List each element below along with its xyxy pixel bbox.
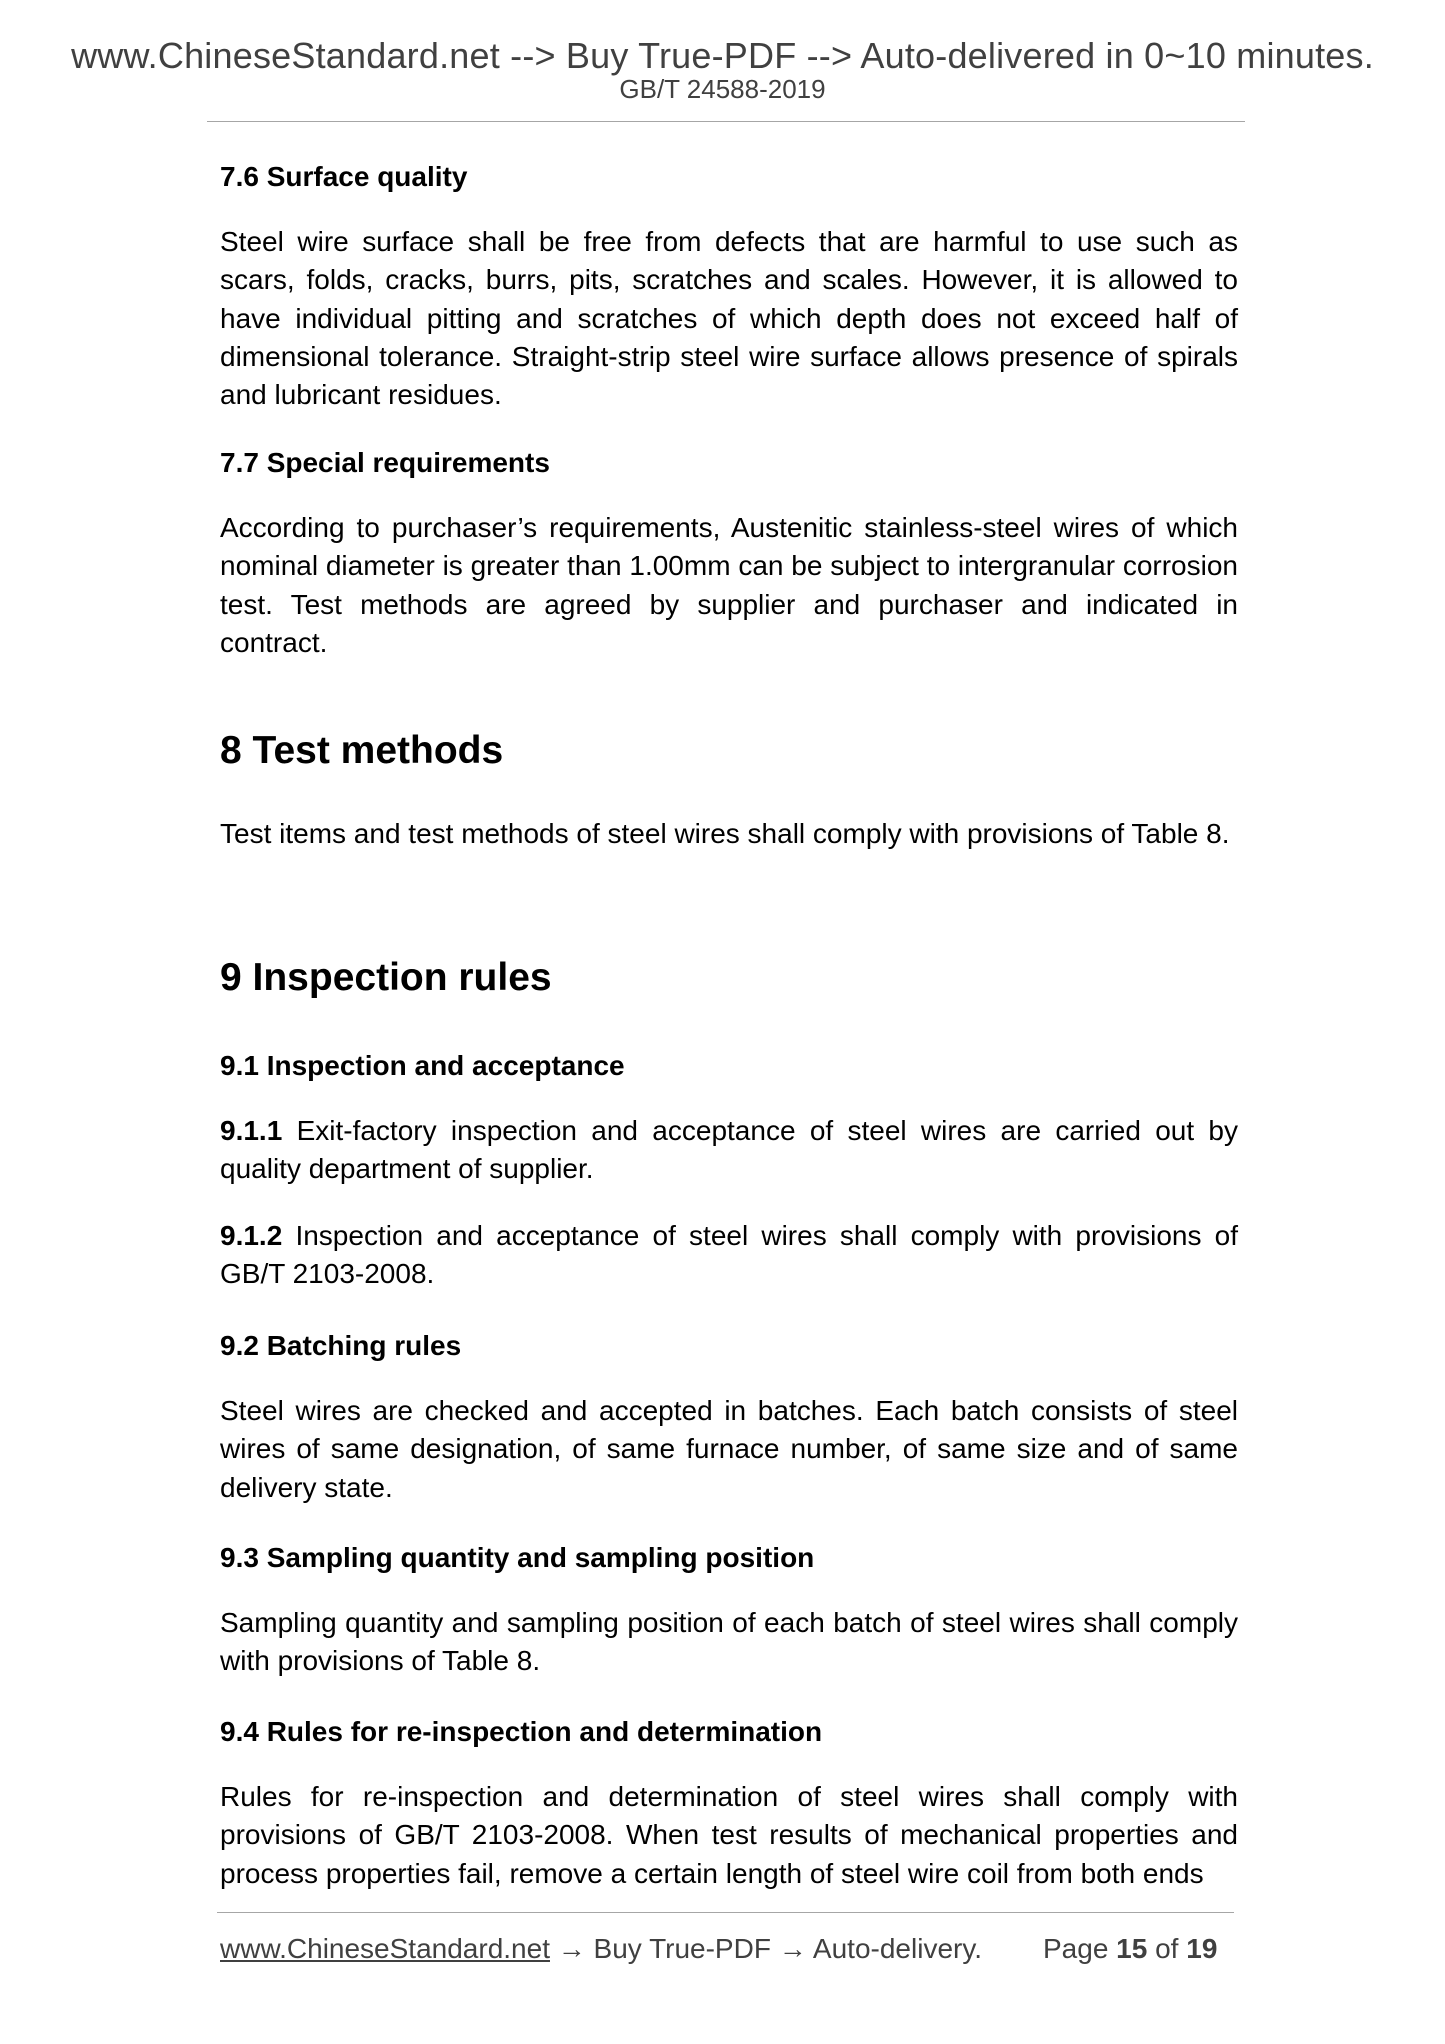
clause-number-9-1-1: 9.1.1 <box>220 1115 283 1146</box>
heading-7-6: 7.6 Surface quality <box>220 161 468 192</box>
header-banner: www.ChineseStandard.net --> Buy True-PDF --> Auto-delivered in 0~10 minutes. <box>71 35 1374 76</box>
header-divider <box>207 121 1245 122</box>
paragraph-7-7: According to purchaser’s requirements, Austenitic stainless-steel wires of which nominal diameter is greater than 1.00mm can be subject to intergranular corrosion test. Test methods are agreed by supplier and purchaser and indicated in contract. <box>220 512 1238 658</box>
page-indicator <box>1043 1935 1217 1963</box>
paragraph-9-4: Rules for re-inspection and determination of steel wires shall comply with provisions of GB/T 2103-2008. When test results of mechanical properties and process properties fail, remove a certain length of steel wire coil from both ends <box>220 1781 1238 1889</box>
page-total: 19 <box>1186 1933 1218 1964</box>
clause-text-9-1-2: Inspection and acceptance of steel wires shall comply with provisions of GB/T 2103-2008. <box>220 1220 1238 1290</box>
footer-site-link[interactable]: www.ChineseStandard.net <box>220 1933 550 1964</box>
paragraph-9-2: Steel wires are checked and accepted in batches. Each batch consists of steel wires of same designation, of same furnace number, of same size and of same delivery state. <box>220 1395 1238 1503</box>
heading-7-7: 7.7 Special requirements <box>220 447 550 478</box>
clause-number-9-1-2: 9.1.2 <box>220 1220 283 1251</box>
page-label: Page <box>1043 1933 1117 1964</box>
page-of-label: of <box>1147 1933 1187 1964</box>
paragraph-9-1-2 <box>220 1217 1238 1294</box>
paragraph-9-3: Sampling quantity and sampling position of each batch of steel wires shall comply with provisions of Table 8. <box>220 1607 1238 1677</box>
heading-9-3: 9.3 Sampling quantity and sampling position <box>220 1542 815 1573</box>
paragraph-7-6: Steel wire surface shall be free from defects that are harmful to use such as scars, folds, cracks, burrs, pits, scratches and scales. However, it is allowed to have individual pitting and scratches of which depth does not exceed half of dimensional tolerance. Straight-strip steel wire surface allows presence of spirals and lubricant residues. <box>220 226 1238 411</box>
footer-divider <box>217 1912 1234 1913</box>
heading-9-2: 9.2 Batching rules <box>220 1330 462 1361</box>
footer-promo <box>220 1935 982 1963</box>
heading-9: 9 Inspection rules <box>220 956 552 999</box>
page-number: 15 <box>1116 1933 1148 1964</box>
document-code: GB/T 24588-2019 <box>619 74 826 104</box>
paragraph-8: Test items and test methods of steel wires shall comply with provisions of Table 8. <box>220 818 1230 849</box>
clause-text-9-1-1: Exit-factory inspection and acceptance of steel wires are carried out by quality department of supplier. <box>220 1115 1238 1185</box>
heading-9-1: 9.1 Inspection and acceptance <box>220 1050 625 1081</box>
paragraph-9-1-1 <box>220 1112 1238 1189</box>
heading-9-4: 9.4 Rules for re-inspection and determination <box>220 1716 823 1747</box>
footer-tagline: → Buy True-PDF → Auto-delivery. <box>549 1933 983 1964</box>
heading-8: 8 Test methods <box>220 729 504 772</box>
